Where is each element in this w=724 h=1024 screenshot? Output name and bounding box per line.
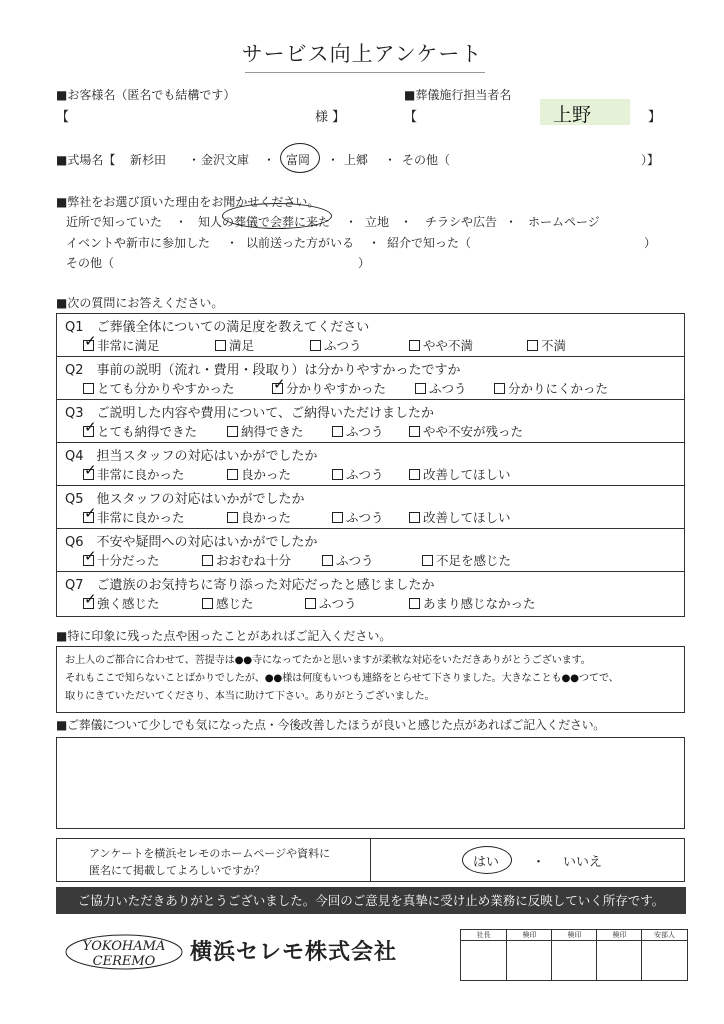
option-label: とても納得できた: [97, 424, 198, 439]
option-label: 非常に良かった: [97, 467, 185, 482]
question-q2: [57, 357, 684, 400]
reason-option-homepage[interactable]: ホームページ: [528, 215, 600, 229]
company-name: 横浜セレモ株式会社: [190, 940, 398, 965]
reason-other-close: ）: [358, 256, 371, 270]
stamp-header: 検印: [552, 930, 597, 941]
customer-name-field[interactable]: [72, 103, 302, 121]
impression-line-1: お上人のご都合に合わせて、菩提寺は●●寺になってたかと思いますが柔軟な対応をいただきありがとうございます。: [65, 655, 591, 666]
checkbox-icon[interactable]: [202, 555, 213, 566]
checkbox-checked-icon[interactable]: [272, 383, 283, 394]
venue-option-kamigo[interactable]: 上郷: [344, 153, 369, 167]
checkbox-icon[interactable]: [409, 512, 420, 523]
venue-option-shinsugita[interactable]: 新杉田: [130, 153, 167, 167]
reason-option-acquaintance[interactable]: 知人の葬儀で会葬に来た: [198, 215, 331, 229]
stamp-header: 安部人: [642, 930, 687, 941]
option-label: 納得できた: [241, 424, 304, 439]
reason-option-previous[interactable]: 以前送った方がいる: [246, 236, 355, 250]
option-label: ふつう: [346, 467, 384, 482]
logo-text-yokohama: YOKOHAMA: [82, 939, 166, 954]
questions-label: ■次の質問にお答えください。: [56, 296, 224, 310]
question-q6: [57, 529, 684, 572]
option-label: 良かった: [241, 510, 292, 525]
option-label: ふつう: [346, 424, 384, 439]
question-q4: [57, 443, 684, 486]
option-label: ふつう: [319, 596, 357, 611]
checkbox-icon[interactable]: [332, 469, 343, 480]
option-label: ふつう: [324, 338, 362, 353]
checkbox-checked-icon[interactable]: [83, 426, 94, 437]
checkbox-icon[interactable]: [322, 555, 333, 566]
checkbox-checked-icon[interactable]: [83, 598, 94, 609]
option-label: 強く感じた: [97, 596, 160, 611]
company-logo: [64, 933, 184, 971]
stamp-header: 社長: [461, 930, 506, 941]
question-text: Q7 ご遺族のお気持ちに寄り添った対応だったと感じましたか: [65, 578, 435, 593]
option-label: 非常に良かった: [97, 510, 185, 525]
option-label: ふつう: [429, 381, 467, 396]
option-label: おおむね十分: [216, 553, 292, 568]
checkbox-icon[interactable]: [215, 340, 226, 351]
stamp-cell[interactable]: [641, 930, 687, 980]
question-text: Q3 ご説明した内容や費用について、ご納得いただけましたか: [65, 406, 434, 421]
option-label: やや不満: [423, 338, 474, 353]
staff-name-label: ■葬儀施行担当者名: [404, 88, 512, 102]
question-q5: [57, 486, 684, 529]
option-label: 十分だった: [97, 553, 160, 568]
checkbox-icon[interactable]: [332, 426, 343, 437]
checkbox-icon[interactable]: [409, 340, 420, 351]
question-text: Q4 担当スタッフの対応はいかがでしたか: [65, 449, 318, 464]
checkbox-icon[interactable]: [527, 340, 538, 351]
impression-label: ■特に印象に残った点や困ったことがあればご記入ください。: [56, 629, 392, 643]
option-label: 分かりにくかった: [508, 381, 609, 396]
question-text: Q1 ご葬儀全体についての満足度を教えてください: [65, 320, 370, 335]
publish-consent-box: [56, 838, 685, 882]
venue-option-other[interactable]: その他（: [402, 153, 451, 167]
option-label: 分かりやすかった: [286, 381, 387, 396]
venue-option-tomioka[interactable]: 富岡: [286, 153, 311, 167]
stamp-cell[interactable]: [461, 930, 506, 980]
venue-label: ■式場名【: [56, 153, 116, 167]
option-label: 満足: [229, 338, 255, 353]
option-label: 良かった: [241, 467, 292, 482]
logo-text-ceremo: CEREMO: [92, 954, 156, 969]
question-q1: [57, 314, 684, 357]
option-label: ふつう: [336, 553, 374, 568]
reason-option-location[interactable]: 立地: [365, 215, 390, 229]
staff-name-close-bracket: 】: [648, 110, 662, 125]
option-label: ふつう: [346, 510, 384, 525]
checkbox-icon[interactable]: [83, 383, 94, 394]
publish-question-line-1: アンケートを横浜セレモのホームページや資料に: [89, 847, 331, 860]
option-label: とても分かりやすかった: [97, 381, 235, 396]
checkbox-icon[interactable]: [227, 512, 238, 523]
stamp-cell[interactable]: [551, 930, 597, 980]
question-text: Q2 事前の説明（流れ・費用・段取り）は分かりやすかったですか: [65, 363, 461, 378]
checkbox-icon[interactable]: [494, 383, 505, 394]
stamp-table: [460, 929, 688, 981]
staff-name-value[interactable]: 上野: [553, 104, 592, 126]
question-q7: [57, 572, 684, 616]
checkbox-checked-icon[interactable]: [83, 340, 94, 351]
checkbox-icon[interactable]: [227, 426, 238, 437]
reason-option-nearby[interactable]: 近所で知っていた: [66, 215, 163, 229]
checkbox-icon[interactable]: [202, 598, 213, 609]
improvement-label: ■ご葬儀について少しでも気になった点・今後改善したほうが良いと感じた点があればご記入ください。: [56, 718, 606, 732]
publish-separator: ・: [532, 855, 546, 870]
option-label: 不足を感じた: [436, 553, 512, 568]
option-label: 改善してほしい: [423, 510, 511, 525]
checkbox-icon[interactable]: [409, 469, 420, 480]
customer-name-open-bracket: 【: [56, 110, 70, 125]
customer-name-label: ■お客様名（匿名でも結構です）: [56, 88, 236, 102]
venue-close: ）】: [641, 153, 660, 167]
checkbox-icon[interactable]: [409, 426, 420, 437]
questions-box: [56, 313, 685, 617]
option-label: 不満: [541, 338, 567, 353]
reason-referral-close: ）: [644, 236, 657, 250]
impression-line-3: 取りにきていただいてくださり、本当に助けて下さい。ありがとうございました。: [65, 691, 435, 702]
improvement-textarea[interactable]: [56, 737, 685, 829]
reason-option-referral[interactable]: 紹介で知った（: [387, 236, 472, 250]
impression-textarea[interactable]: [56, 646, 685, 713]
checkbox-icon[interactable]: [415, 383, 426, 394]
checkbox-icon[interactable]: [227, 469, 238, 480]
stamp-cell[interactable]: [596, 930, 642, 980]
stamp-header: 検印: [597, 930, 642, 941]
option-label: 非常に満足: [97, 338, 160, 353]
question-text: Q5 他スタッフの対応はいかがでしたか: [65, 492, 305, 507]
checkbox-icon[interactable]: [305, 598, 316, 609]
publish-question-line-2: 匿名にて掲載してよろしいですか？: [89, 864, 265, 877]
staff-name-open-bracket: 【: [404, 110, 418, 125]
reason-option-other[interactable]: その他（: [66, 256, 115, 270]
customer-name-suffix: 様 】: [315, 110, 346, 125]
impression-line-2: それもここで知らないことばかりでしたが、●●様は何度もいつも連絡をとらせて下さりました。大きなことも●●つてで、: [65, 673, 619, 684]
stamp-header: 検印: [507, 930, 552, 941]
stamp-cell[interactable]: [506, 930, 552, 980]
checkbox-icon[interactable]: [409, 598, 420, 609]
publish-no-option[interactable]: いいえ: [563, 855, 603, 870]
checkbox-checked-icon[interactable]: [83, 469, 94, 480]
title-underline: [245, 72, 485, 73]
form-title: サービス向上アンケート: [241, 42, 483, 66]
venue-option-kanazawabunko[interactable]: 金沢文庫: [201, 153, 250, 167]
option-label: あまり感じなかった: [423, 596, 536, 611]
footer-thanks-bar: ご協力いただきありがとうございました。今回のご意見を真摯に受け止め業務に反映していく所存です。: [56, 887, 686, 914]
checkbox-icon[interactable]: [310, 340, 321, 351]
option-label: 感じた: [216, 596, 254, 611]
reason-option-flyer[interactable]: チラシや広告: [425, 215, 498, 229]
reason-option-event[interactable]: イベントや新市に参加した: [66, 236, 211, 250]
checkbox-checked-icon[interactable]: [83, 512, 94, 523]
reason-label: ■弊社をお選び頂いた理由をお聞かせください。: [56, 195, 320, 209]
checkbox-checked-icon[interactable]: [83, 555, 94, 566]
checkbox-icon[interactable]: [332, 512, 343, 523]
question-text: Q6 不安や疑問への対応はいかがでしたか: [65, 535, 318, 550]
question-q3: [57, 400, 684, 443]
option-label: 改善してほしい: [423, 467, 511, 482]
publish-yes-option[interactable]: はい: [473, 855, 500, 870]
checkbox-icon[interactable]: [422, 555, 433, 566]
option-label: やや不安が残った: [423, 424, 524, 439]
